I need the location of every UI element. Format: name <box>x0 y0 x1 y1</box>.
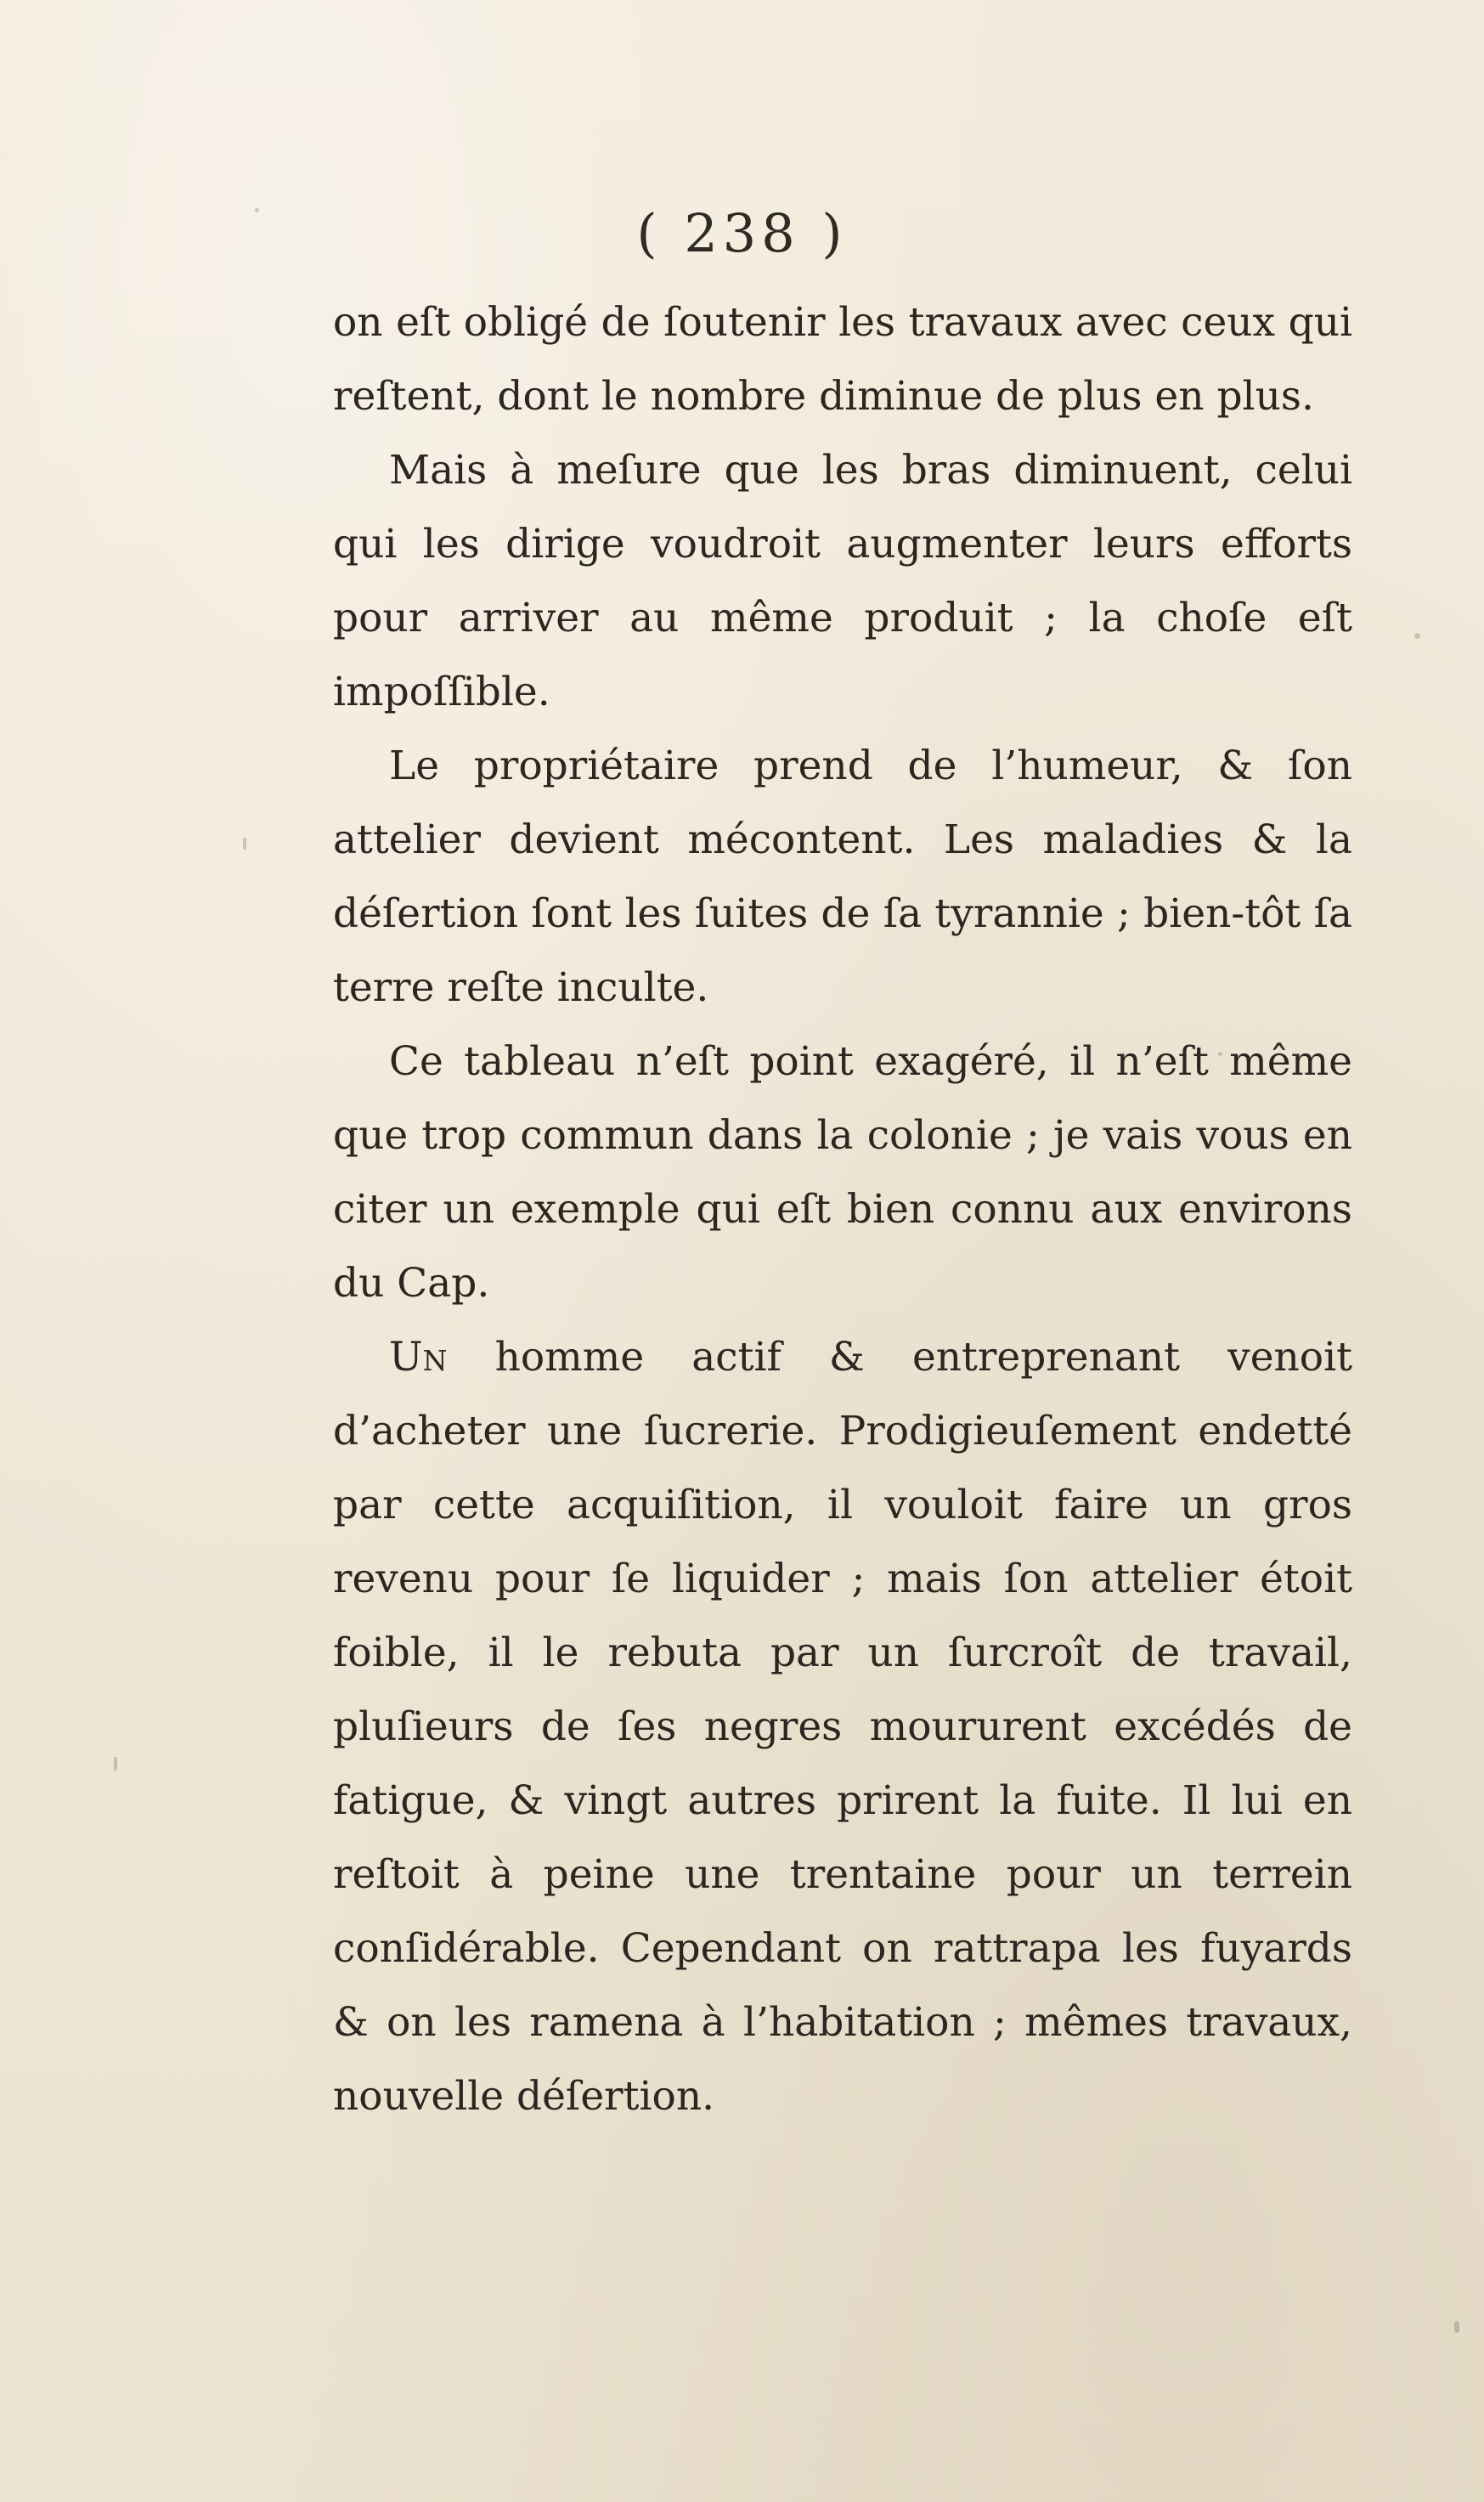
paragraph-4: Ce tableau n’eſt point exagéré, il n’eſt même que trop commun dans la colonie ; je vais vous en citer un exemple qui eſt bien connu aux environs du Cap. <box>333 1038 1352 1307</box>
body-text <box>333 285 1352 2133</box>
paper-speck <box>1454 2321 1459 2333</box>
paragraph-2: Mais à meſure que les bras diminuent, celui qui les dirige voudroit augmenter leurs efforts pour arriver au même produit ; la choſe eſt impoſſible. <box>333 447 1352 715</box>
paragraph-5-text: homme actif & entreprenant venoit d’acheter une ſucrerie. Prodigieuſement endetté par cette acquiſition, il vouloit faire un gros revenu pour ſe liquider ; mais ſon attelier étoit foible, il le rebuta par un ſurcroît de travail, pluſieurs de ſes negres moururent excédés de fatigue, & vingt autres prirent la fuite. Il lui en reſtoit à peine une trentaine pour un terrein conſidérable. Cependant on rattrapa les fuyards & on les ramena à l’habitation ; mêmes travaux, nouvelle déſertion. <box>333 1334 1352 2120</box>
paper-speck <box>1414 633 1420 639</box>
paragraph-1: on eſt obligé de ſoutenir les travaux avec ceux qui reſtent, dont le nombre diminue de plus en plus. <box>333 299 1352 420</box>
paper-speck <box>243 838 246 850</box>
paragraph-3: Le propriétaire prend de l’humeur, & ſon attelier devient mécontent. Les maladies & la déſertion ſont les ſuites de ſa tyrannie ; bien-tôt ſa terre reſte inculte. <box>333 743 1352 1011</box>
paragraph-5 <box>333 1320 1352 2133</box>
page-number: ( 238 ) <box>636 202 848 264</box>
paper-speck <box>114 1757 117 1771</box>
paragraph-5-dropcap: Un <box>389 1334 448 1381</box>
